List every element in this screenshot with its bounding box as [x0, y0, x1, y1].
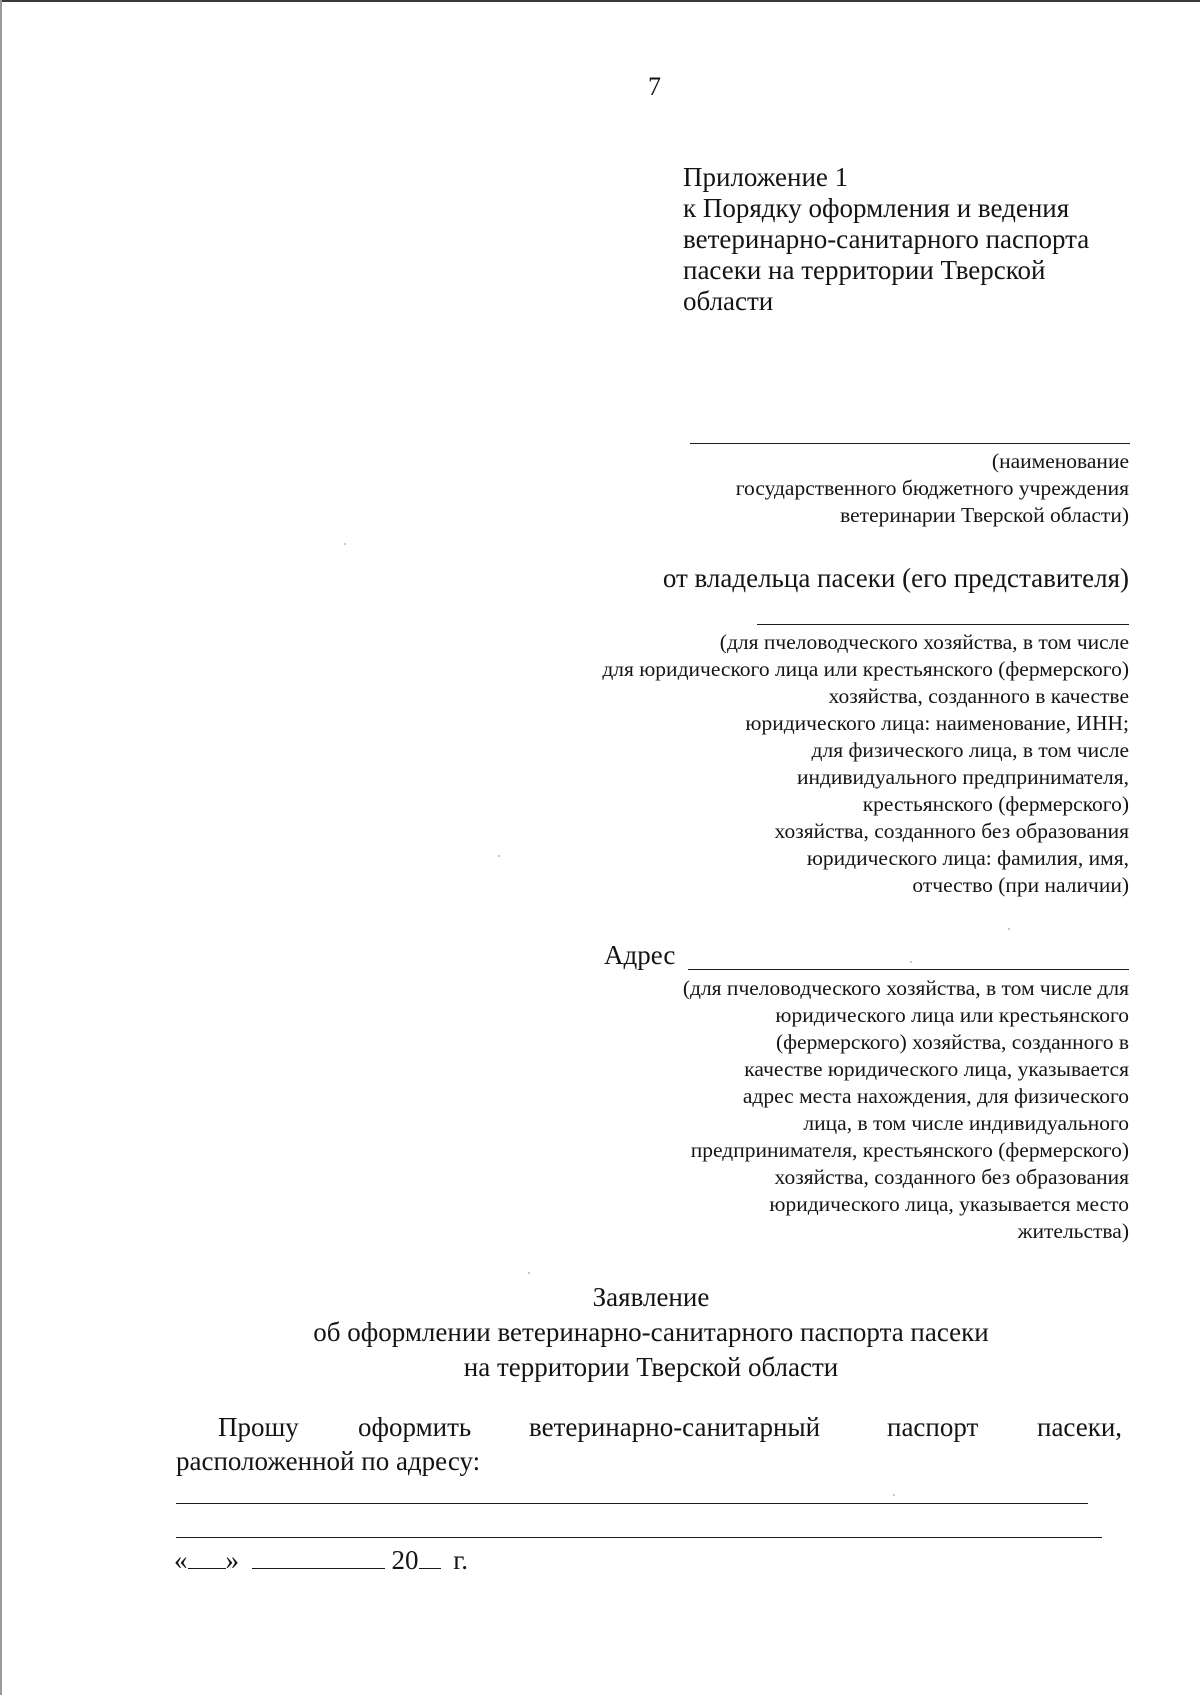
caption-line: юридического лица или крестьянского: [775, 1003, 1129, 1027]
owner-caption: [602, 629, 1129, 899]
caption-line: жительства): [1017, 1219, 1129, 1243]
recipient-caption: [736, 448, 1129, 529]
caption-line: юридического лица: фамилия, имя,: [806, 846, 1129, 870]
caption-line: хозяйства, созданного без образования: [774, 1165, 1129, 1189]
appendix-header: [683, 162, 1089, 317]
appendix-line: Приложение 1: [683, 162, 849, 192]
scan-speck: [910, 961, 912, 963]
request-word: паспорт: [887, 1412, 979, 1442]
caption-line: качестве юридического лица, указывается: [744, 1057, 1129, 1081]
caption-line: хозяйства, созданного в качестве: [828, 684, 1129, 708]
request-word: оформить: [358, 1412, 472, 1442]
scan-speck: [528, 1272, 530, 1274]
caption-line: (для пчеловодческого хозяйства, в том числе для: [682, 976, 1129, 1000]
caption-line: индивидуального предпринимателя,: [796, 765, 1129, 789]
appendix-line: ветеринарно-санитарного паспорта: [683, 224, 1090, 254]
address-blank-line[interactable]: [688, 969, 1129, 970]
request-word: Прошу: [218, 1412, 299, 1442]
caption-line: государственного бюджетного учреждения: [735, 476, 1129, 500]
scan-speck: [893, 1494, 895, 1496]
caption-line: крестьянского (фермерского): [862, 792, 1129, 816]
caption-line: хозяйства, созданного без образования: [774, 819, 1129, 843]
caption-line: (наименование: [991, 449, 1129, 473]
apiary-address-line-2[interactable]: [176, 1537, 1102, 1538]
address-caption: [683, 975, 1129, 1245]
scan-speck: [1008, 928, 1010, 930]
appendix-line: области: [683, 286, 774, 316]
caption-line: ветеринарии Тверской области): [840, 503, 1129, 527]
request-line-2: расположенной по адресу:: [176, 1446, 481, 1476]
caption-line: отчество (при наличии): [912, 873, 1129, 897]
appendix-line: пасеки на территории Тверской: [683, 255, 1046, 285]
apiary-address-line-1[interactable]: [176, 1503, 1088, 1504]
caption-line: (для пчеловодческого хозяйства, в том числе: [719, 630, 1129, 654]
appendix-line: к Порядку оформления и ведения: [683, 193, 1070, 223]
title-line: Заявление: [592, 1282, 710, 1312]
caption-line: (фермерского) хозяйства, созданного в: [775, 1030, 1129, 1054]
address-row: [604, 940, 675, 971]
close-quote: »: [225, 1545, 239, 1575]
caption-line: лица, в том числе индивидуального: [803, 1111, 1129, 1135]
scan-top-border: [0, 0, 1200, 2]
day-blank[interactable]: [188, 1542, 226, 1569]
owner-blank-line[interactable]: [757, 624, 1129, 625]
caption-line: юридического лица: наименование, ИНН;: [745, 711, 1129, 735]
caption-line: предпринимателя, крестьянского (фермерского): [690, 1138, 1129, 1162]
open-quote: «: [174, 1545, 188, 1575]
scan-speck: [498, 855, 500, 857]
title-line: на территории Тверской области: [463, 1352, 839, 1382]
date-row: [174, 1542, 468, 1576]
recipient-blank-line[interactable]: [690, 443, 1130, 444]
month-blank[interactable]: [252, 1542, 385, 1569]
request-word: пасеки,: [1037, 1412, 1123, 1442]
from-owner-line: от владельца пасеки (его представителя): [662, 563, 1129, 593]
page-number: 7: [648, 72, 661, 101]
caption-line: адрес места нахождения, для физического: [742, 1084, 1129, 1108]
caption-line: для юридического лица или крестьянского (фермерского): [602, 657, 1129, 681]
request-word: ветеринарно-санитарный: [529, 1412, 821, 1442]
year-suffix: г.: [453, 1545, 469, 1575]
caption-line: для физического лица, в том числе: [811, 738, 1129, 762]
scan-speck: [344, 543, 346, 545]
scan-left-border: [0, 0, 2, 1695]
address-label: Адрес: [604, 940, 676, 970]
title-line: об оформлении ветеринарно-санитарного паспорта пасеки: [313, 1317, 989, 1347]
year-blank[interactable]: [419, 1542, 441, 1569]
year-prefix: 20: [391, 1545, 419, 1575]
caption-line: юридического лица, указывается место: [769, 1192, 1129, 1216]
document-title: [0, 1280, 1200, 1385]
